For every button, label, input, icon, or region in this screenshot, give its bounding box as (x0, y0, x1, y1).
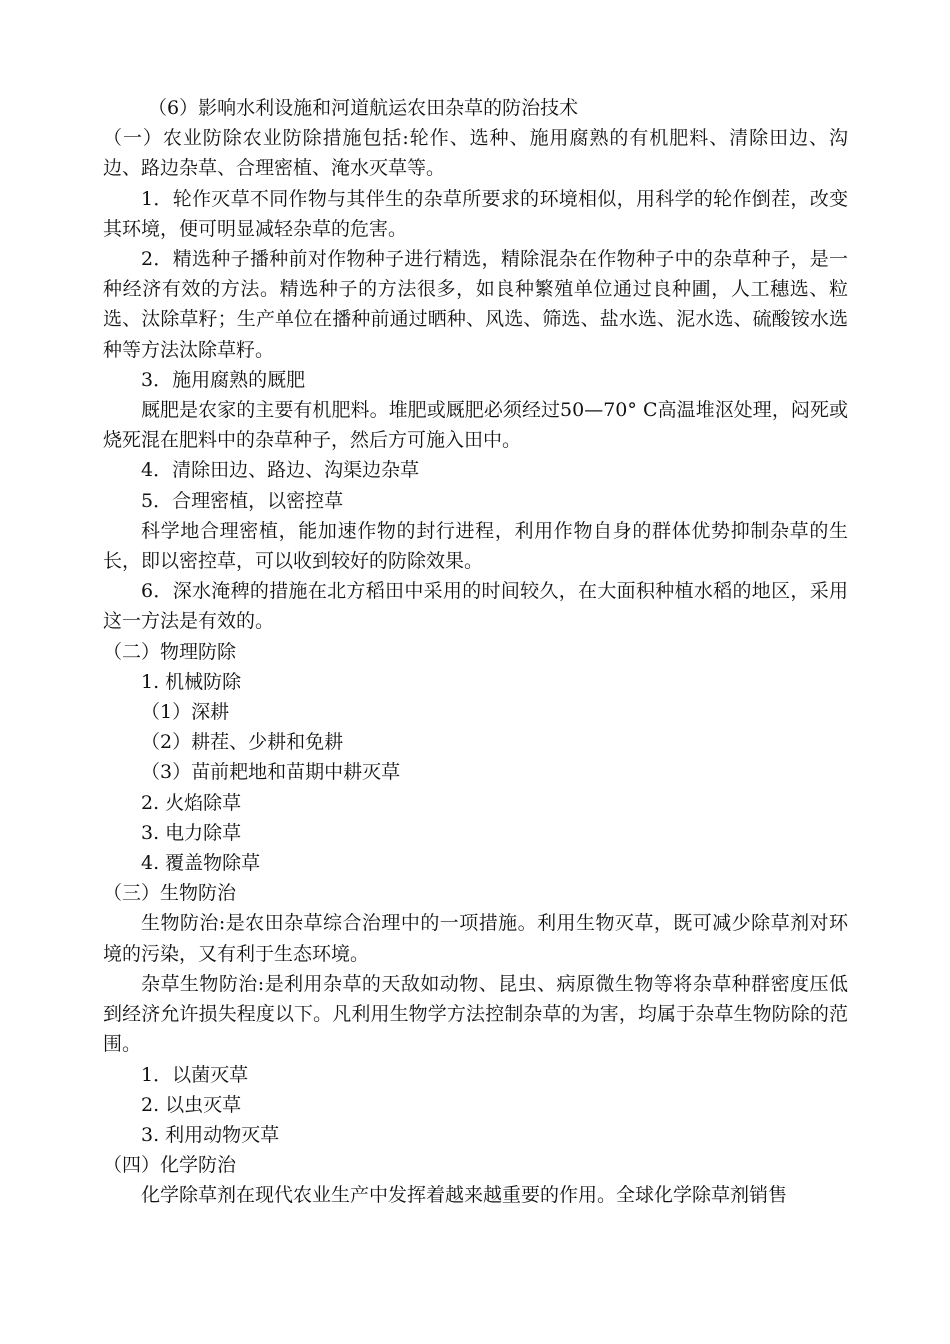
section-4-paragraph-1: 化学除草剂在现代农业生产中发挥着越来越重要的作用。全球化学除草剂销售 (141, 1184, 788, 1207)
section-3-item-1: 1．以菌灭草 (141, 1063, 249, 1086)
section-1-item-5-body: 科学地合理密植，能加速作物的封行进程，利用作物自身的群体优势抑制杂草的生长，即以密控草，可以收到较好的防除效果。 (103, 519, 848, 573)
section-3-heading: （三）生物防治 (103, 882, 237, 905)
section-1-heading: （一）农业防除农业防除措施包括:轮作、选种、施用腐熟的有机肥料、清除田边、沟边、路边杂草、合理密植、淹水灭草等。 (103, 127, 848, 180)
section-2-item-4: 4. 覆盖物除草 (141, 852, 261, 875)
section-2-sub-1: （1）深耕 (141, 701, 230, 724)
section-2-sub-3: （3）苗前耙地和苗期中耕灭草 (141, 761, 401, 784)
section-2-sub-2: （2）耕茬、少耕和免耕 (141, 731, 344, 754)
section-1-item-5-title: 5．合理密植，以密控草 (141, 489, 344, 512)
section-2-item-3: 3. 电力除草 (141, 821, 242, 844)
section-2-item-2: 2. 火焰除草 (141, 791, 242, 814)
section-3-item-3: 3. 利用动物灭草 (141, 1123, 280, 1146)
section-3-paragraph-1: 生物防治:是农田杂草综合治理中的一项措施。利用生物灭草，既可减少除草剂对环境的污染，又有利于生态环境。 (103, 912, 848, 965)
document-title: （6）影响水利设施和河道航运农田杂草的防治技术 (148, 97, 579, 119)
section-2-item-1: 1. 机械防除 (141, 670, 242, 693)
section-1-item-3-title: 3．施用腐熟的厩肥 (141, 368, 306, 391)
section-1-item-3-body: 厩肥是农家的主要有机肥料。堆肥或厩肥必须经过50—70° C高温堆沤处理，闷死或烧死混在肥料中的杂草种子，然后方可施入田中。 (103, 399, 848, 452)
section-3-item-2: 2. 以虫灭草 (141, 1093, 242, 1116)
section-2-heading: （二）物理防除 (103, 640, 237, 663)
document-page (103, 93, 848, 1211)
section-3-paragraph-2: 杂草生物防治:是利用杂草的天敌如动物、昆虫、病原微生物等将杂草种群密度压低到经济允许损失程度以下。凡利用生物学方法控制杂草的为害，均属于杂草生物防除的范围。 (103, 972, 848, 1056)
section-1-item-2: 2．精选种子播种前对作物种子进行精选，精除混杂在作物种子中的杂草种子，是一种经济有效的方法。精选种子的方法很多，如良种繁殖单位通过良种圃，人工穗选、粒选、汰除草籽；生产单位在播种前通过晒种、风选、筛选、盐水选、泥水选、硫酸铵水选种等方法汰除草籽。 (103, 248, 848, 361)
section-1-item-1: 1．轮作灭草不同作物与其伴生的杂草所要求的环境相似，用科学的轮作倒茬，改变其环境，便可明显减轻杂草的危害。 (103, 187, 848, 240)
section-4-heading: （四）化学防治 (103, 1154, 237, 1177)
section-1-item-6: 6．深水淹稗的措施在北方稻田中采用的时间较久，在大面积种植水稻的地区，采用这一方法是有效的。 (103, 580, 848, 633)
section-1-item-4: 4．清除田边、路边、沟渠边杂草 (141, 459, 420, 482)
